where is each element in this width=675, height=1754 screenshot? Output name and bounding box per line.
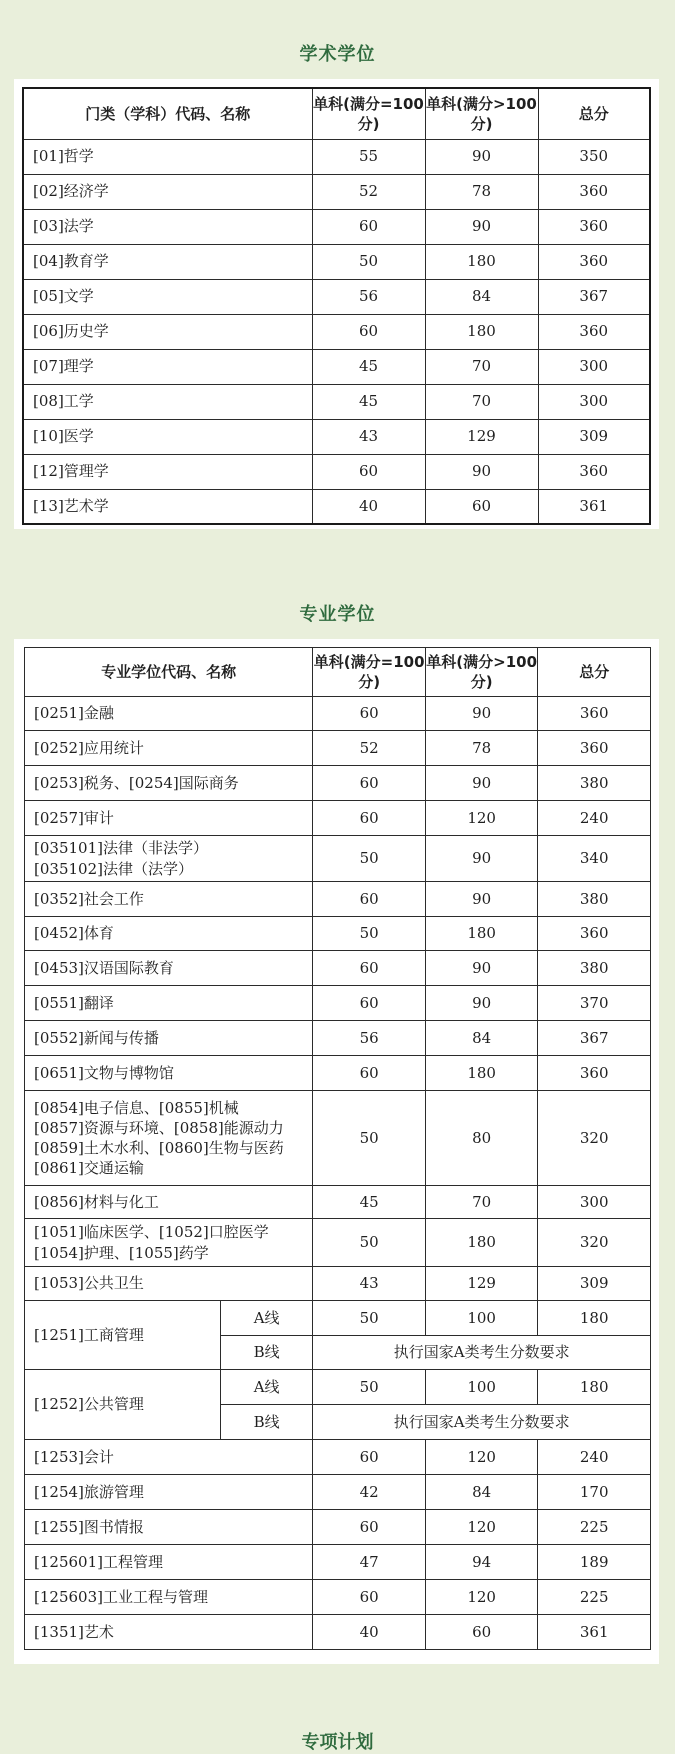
academic-header-row	[23, 88, 650, 139]
single-100-score: 60	[313, 1056, 426, 1091]
single-gt100-score: 180	[425, 1219, 538, 1267]
single-gt100-score: 70	[425, 349, 538, 384]
single-100-score: 43	[312, 419, 425, 454]
col-header-total: 总分	[538, 88, 650, 139]
degree-name: [1255]图书情报	[25, 1510, 313, 1545]
line-label: A线	[220, 1370, 312, 1405]
single-100-score: 60	[313, 1580, 426, 1615]
academic-section-title: 学术学位	[299, 44, 376, 65]
single-gt100-score: 100	[425, 1370, 538, 1405]
single-100-score: 50	[312, 244, 425, 279]
single-100-score: 50	[313, 836, 426, 882]
single-100-score: 50	[313, 1091, 426, 1186]
table-row	[23, 314, 650, 349]
next-section-title-text: 专项计划	[301, 1732, 374, 1753]
single-100-score: 42	[313, 1475, 426, 1510]
total-score: 180	[538, 1370, 651, 1405]
academic-table-card	[14, 79, 659, 529]
degree-name: [1253]会计	[25, 1440, 313, 1475]
single-gt100-score: 90	[425, 139, 538, 174]
col-header-single-100: 单科(满分=100分)	[312, 88, 425, 139]
table-row	[25, 882, 651, 917]
table-row	[25, 1440, 651, 1475]
table-row	[25, 951, 651, 986]
degree-name: [0257]审计	[25, 801, 313, 836]
discipline-name: [05]文学	[23, 279, 312, 314]
single-100-score: 45	[313, 1186, 426, 1219]
col-header-single-gt100: 单科(满分>100分)	[425, 648, 538, 697]
total-score: 320	[538, 1219, 651, 1267]
single-gt100-score: 94	[425, 1545, 538, 1580]
degree-name: [0253]税务、[0254]国际商务	[25, 766, 313, 801]
total-score: 380	[538, 951, 651, 986]
degree-name: [0453]汉语国际教育	[25, 951, 313, 986]
total-score: 240	[538, 801, 651, 836]
single-gt100-score: 120	[425, 1510, 538, 1545]
single-100-score: 60	[313, 882, 426, 917]
line-label: B线	[220, 1405, 312, 1440]
col-header-name: 门类（学科）代码、名称	[23, 88, 312, 139]
single-gt100-score: 120	[425, 1440, 538, 1475]
academic-score-table	[22, 87, 651, 525]
degree-name-line: [0857]资源与环境、[0858]能源动力	[34, 1118, 284, 1137]
degree-name: [0252]应用统计	[25, 731, 313, 766]
degree-name-line: [0861]交通运输	[34, 1159, 144, 1178]
single-100-score: 47	[313, 1545, 426, 1580]
single-100-score: 60	[313, 951, 426, 986]
single-gt100-score: 100	[425, 1301, 538, 1336]
single-100-score: 60	[313, 1510, 426, 1545]
line-label: B线	[220, 1336, 312, 1370]
single-100-score: 45	[312, 384, 425, 419]
single-100-score: 50	[313, 1219, 426, 1267]
total-score: 340	[538, 836, 651, 882]
total-score: 300	[538, 384, 650, 419]
table-row	[25, 1580, 651, 1615]
single-gt100-score: 80	[425, 1091, 538, 1186]
single-100-score: 50	[313, 1301, 426, 1336]
degree-name: [0651]文物与博物馆	[25, 1056, 313, 1091]
single-100-score: 40	[313, 1615, 426, 1650]
table-row-engineering	[25, 1091, 651, 1186]
single-gt100-score: 70	[425, 1186, 538, 1219]
total-score: 361	[538, 489, 650, 524]
total-score: 350	[538, 139, 650, 174]
total-score: 225	[538, 1580, 651, 1615]
total-score: 240	[538, 1440, 651, 1475]
table-row	[23, 384, 650, 419]
next-section-title-cropped	[0, 1716, 675, 1753]
table-row	[23, 419, 650, 454]
single-gt100-score: 84	[425, 1021, 538, 1056]
table-row-mpa-a	[25, 1370, 651, 1405]
table-row	[25, 917, 651, 951]
single-gt100-score: 90	[425, 454, 538, 489]
total-score: 360	[538, 1056, 651, 1091]
total-score: 360	[538, 209, 650, 244]
single-gt100-score: 120	[425, 801, 538, 836]
total-score: 360	[538, 917, 651, 951]
total-score: 309	[538, 1267, 651, 1301]
table-row	[23, 279, 650, 314]
single-100-score: 50	[313, 917, 426, 951]
total-score: 320	[538, 1091, 651, 1186]
discipline-name: [10]医学	[23, 419, 312, 454]
single-gt100-score: 78	[425, 174, 538, 209]
degree-name: [0552]新闻与传播	[25, 1021, 313, 1056]
table-row	[25, 1510, 651, 1545]
professional-header-row	[25, 648, 651, 697]
total-score: 225	[538, 1510, 651, 1545]
table-row	[23, 244, 650, 279]
total-score: 360	[538, 314, 650, 349]
total-score: 367	[538, 1021, 651, 1056]
total-score: 180	[538, 1301, 651, 1336]
table-row	[25, 801, 651, 836]
degree-name-line: [1051]临床医学、[1052]口腔医学	[34, 1223, 269, 1242]
single-100-score: 50	[313, 1370, 426, 1405]
degree-name: [125601]工程管理	[25, 1545, 313, 1580]
degree-name: [1252]公共管理	[25, 1370, 221, 1440]
academic-table-body	[23, 139, 650, 524]
single-100-score: 43	[313, 1267, 426, 1301]
total-score: 361	[538, 1615, 651, 1650]
single-100-score: 60	[313, 766, 426, 801]
table-row	[25, 1186, 651, 1219]
degree-name: [1254]旅游管理	[25, 1475, 313, 1510]
table-row-mba-a	[25, 1301, 651, 1336]
total-score: 300	[538, 1186, 651, 1219]
single-100-score: 60	[312, 454, 425, 489]
degree-name	[25, 1219, 313, 1267]
degree-name	[25, 836, 313, 882]
single-100-score: 56	[312, 279, 425, 314]
total-score: 360	[538, 731, 651, 766]
table-row	[23, 139, 650, 174]
total-score: 380	[538, 766, 651, 801]
professional-table-body	[25, 697, 651, 1650]
total-score: 367	[538, 279, 650, 314]
total-score: 170	[538, 1475, 651, 1510]
discipline-name: [02]经济学	[23, 174, 312, 209]
table-row	[25, 1021, 651, 1056]
degree-name: [0856]材料与化工	[25, 1186, 313, 1219]
single-100-score: 52	[313, 731, 426, 766]
single-100-score: 60	[313, 801, 426, 836]
degree-name: [125603]工业工程与管理	[25, 1580, 313, 1615]
table-row	[25, 731, 651, 766]
table-row	[25, 1267, 651, 1301]
discipline-name: [06]历史学	[23, 314, 312, 349]
single-100-score: 60	[313, 1440, 426, 1475]
table-row	[25, 766, 651, 801]
table-row	[23, 349, 650, 384]
table-row	[23, 209, 650, 244]
degree-name: [0551]翻译	[25, 986, 313, 1021]
b-line-requirement: 执行国家A类考生分数要求	[313, 1336, 651, 1370]
single-gt100-score: 90	[425, 209, 538, 244]
col-header-total: 总分	[538, 648, 651, 697]
single-gt100-score: 90	[425, 951, 538, 986]
col-header-name: 专业学位代码、名称	[25, 648, 313, 697]
degree-name-line: [035102]法律（法学）	[34, 859, 193, 878]
degree-name-line: [0854]电子信息、[0855]机械	[34, 1098, 239, 1117]
table-row	[23, 489, 650, 524]
degree-name-line: [1054]护理、[1055]药学	[34, 1243, 209, 1262]
single-gt100-score: 60	[425, 489, 538, 524]
single-gt100-score: 90	[425, 766, 538, 801]
discipline-name: [13]艺术学	[23, 489, 312, 524]
single-gt100-score: 129	[425, 419, 538, 454]
col-header-single-100: 单科(满分=100分)	[313, 648, 426, 697]
single-100-score: 52	[312, 174, 425, 209]
single-gt100-score: 180	[425, 244, 538, 279]
table-row	[25, 1545, 651, 1580]
table-row	[25, 836, 651, 882]
total-score: 309	[538, 419, 650, 454]
single-gt100-score: 78	[425, 731, 538, 766]
table-row	[25, 697, 651, 731]
single-100-score: 60	[312, 314, 425, 349]
degree-name: [0352]社会工作	[25, 882, 313, 917]
discipline-name: [01]哲学	[23, 139, 312, 174]
single-100-score: 56	[313, 1021, 426, 1056]
single-100-score: 60	[313, 986, 426, 1021]
single-gt100-score: 90	[425, 882, 538, 917]
single-100-score: 45	[312, 349, 425, 384]
discipline-name: [07]理学	[23, 349, 312, 384]
table-row	[25, 986, 651, 1021]
total-score: 360	[538, 174, 650, 209]
degree-name-line: [035101]法律（非法学）	[34, 839, 208, 858]
total-score: 380	[538, 882, 651, 917]
single-100-score: 60	[312, 209, 425, 244]
degree-name	[25, 1091, 313, 1186]
professional-table-card	[14, 639, 659, 1664]
total-score: 360	[538, 244, 650, 279]
single-gt100-score: 90	[425, 697, 538, 731]
single-gt100-score: 84	[425, 279, 538, 314]
single-gt100-score: 60	[425, 1615, 538, 1650]
single-gt100-score: 129	[425, 1267, 538, 1301]
degree-name: [1053]公共卫生	[25, 1267, 313, 1301]
degree-name: [0452]体育	[25, 917, 313, 951]
single-100-score: 40	[312, 489, 425, 524]
single-gt100-score: 180	[425, 1056, 538, 1091]
table-row	[23, 174, 650, 209]
table-row	[25, 1219, 651, 1267]
single-gt100-score: 180	[425, 314, 538, 349]
professional-score-table	[24, 647, 651, 1650]
single-100-score: 55	[312, 139, 425, 174]
discipline-name: [12]管理学	[23, 454, 312, 489]
discipline-name: [08]工学	[23, 384, 312, 419]
discipline-name: [03]法学	[23, 209, 312, 244]
line-label: A线	[220, 1301, 312, 1336]
professional-section-title: 专业学位	[299, 604, 376, 625]
total-score: 189	[538, 1545, 651, 1580]
single-gt100-score: 180	[425, 917, 538, 951]
total-score: 370	[538, 986, 651, 1021]
discipline-name: [04]教育学	[23, 244, 312, 279]
table-row	[25, 1475, 651, 1510]
table-row	[23, 454, 650, 489]
single-gt100-score: 70	[425, 384, 538, 419]
total-score: 360	[538, 454, 650, 489]
single-gt100-score: 120	[425, 1580, 538, 1615]
single-gt100-score: 90	[425, 986, 538, 1021]
single-100-score: 60	[313, 697, 426, 731]
degree-name-line: [0859]土木水利、[0860]生物与医药	[34, 1139, 284, 1157]
table-row	[25, 1615, 651, 1650]
total-score: 300	[538, 349, 650, 384]
degree-name: [1351]艺术	[25, 1615, 313, 1650]
degree-name: [1251]工商管理	[25, 1301, 221, 1370]
table-row	[25, 1056, 651, 1091]
col-header-single-gt100: 单科(满分>100分)	[425, 88, 538, 139]
single-gt100-score: 90	[425, 836, 538, 882]
b-line-requirement: 执行国家A类考生分数要求	[313, 1405, 651, 1440]
single-gt100-score: 84	[425, 1475, 538, 1510]
total-score: 360	[538, 697, 651, 731]
degree-name: [0251]金融	[25, 697, 313, 731]
